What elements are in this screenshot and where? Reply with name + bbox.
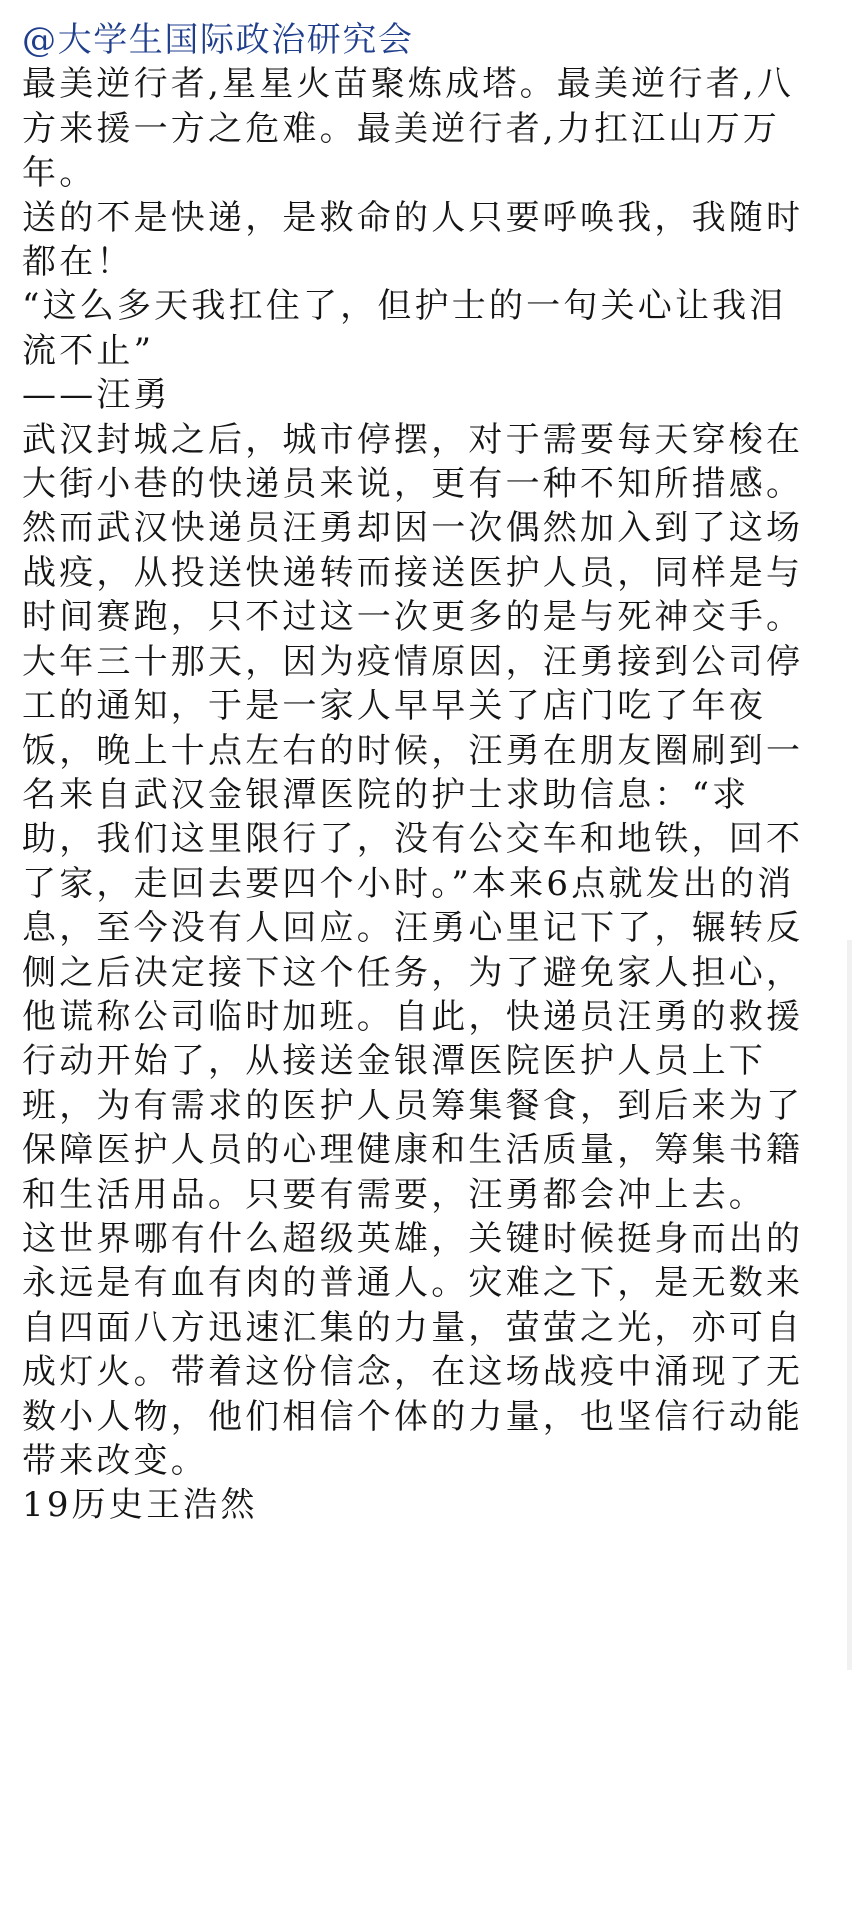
- text-line: 武汉封城之后，城市停摆，对于需要每天穿梭在: [22, 419, 804, 460]
- text-line: 这世界哪有什么超级英雄，关键时候挺身而出的: [22, 1218, 804, 1259]
- text-line: 助，我们这里限行了，没有公交车和地铁，回不: [22, 819, 804, 860]
- quote-line: “这么多天我扛住了，但护士的一句关心让我泪: [22, 286, 787, 327]
- scroll-track: [847, 940, 852, 1670]
- text-line: 都在！: [22, 242, 134, 283]
- text-line: 战疫，从投送快递转而接送医护人员，同样是与: [22, 552, 804, 593]
- text-line: 工的通知，于是一家人早早关了店门吃了年夜: [22, 686, 766, 727]
- text-line: 饭，晚上十点左右的时候，汪勇在朋友圈刷到一: [22, 730, 804, 771]
- text-line: 成灯火。带着这份信念，在这场战疫中涌现了无: [22, 1352, 804, 1393]
- text-line: 方来援一方之危难。最美逆行者,力扛江山万万: [22, 108, 781, 149]
- text-line: 时间赛跑，只不过这一次更多的是与死神交手。: [22, 597, 804, 638]
- text-line: 保障医护人员的心理健康和生活质量，筹集书籍: [22, 1130, 804, 1171]
- text-line: 数小人物，他们相信个体的力量，也坚信行动能: [22, 1396, 804, 1437]
- text-line: 自四面八方迅速汇集的力量，萤萤之光，亦可自: [22, 1307, 804, 1348]
- text-line: 然而武汉快递员汪勇却因一次偶然加入到了这场: [22, 508, 804, 549]
- text-line: 行动开始了，从接送金银潭医院医护人员上下: [22, 1041, 766, 1082]
- text-line: 名来自武汉金银潭医院的护士求助信息：“求: [22, 774, 750, 815]
- text-line: 大街小巷的快递员来说，更有一种不知所措感。: [22, 464, 804, 505]
- text-line: 最美逆行者,星星火苗聚炼成塔。最美逆行者,八: [22, 64, 795, 105]
- text-line: 永远是有血有肉的普通人。灾难之下，是无数来: [22, 1263, 804, 1304]
- text-line: 他谎称公司临时加班。自此，快递员汪勇的救援: [22, 996, 804, 1037]
- author-mention[interactable]: @大学生国际政治研究会: [22, 20, 414, 60]
- quote-attribution: ——汪勇: [22, 375, 171, 416]
- text-line: 了家，走回去要四个小时。”本来6点就发出的消: [22, 863, 795, 904]
- text-line: 送的不是快递，是救命的人只要呼唤我，我随时: [22, 197, 804, 238]
- text-line: 大年三十那天，因为疫情原因，汪勇接到公司停: [22, 641, 804, 682]
- text-line: 年。: [22, 153, 97, 194]
- signature-line: 19历史王浩然: [22, 1485, 258, 1526]
- text-line: 息，至今没有人回应。汪勇心里记下了，辗转反: [22, 908, 804, 949]
- quote-line: 流不止”: [22, 330, 155, 371]
- text-line: 和生活用品。只要有需要，汪勇都会冲上去。: [22, 1174, 766, 1215]
- text-line: 班，为有需求的医护人员筹集餐食，到后来为了: [22, 1085, 804, 1126]
- text-line: 带来改变。: [22, 1441, 208, 1481]
- text-line: 侧之后决定接下这个任务，为了避免家人担心，: [22, 952, 804, 993]
